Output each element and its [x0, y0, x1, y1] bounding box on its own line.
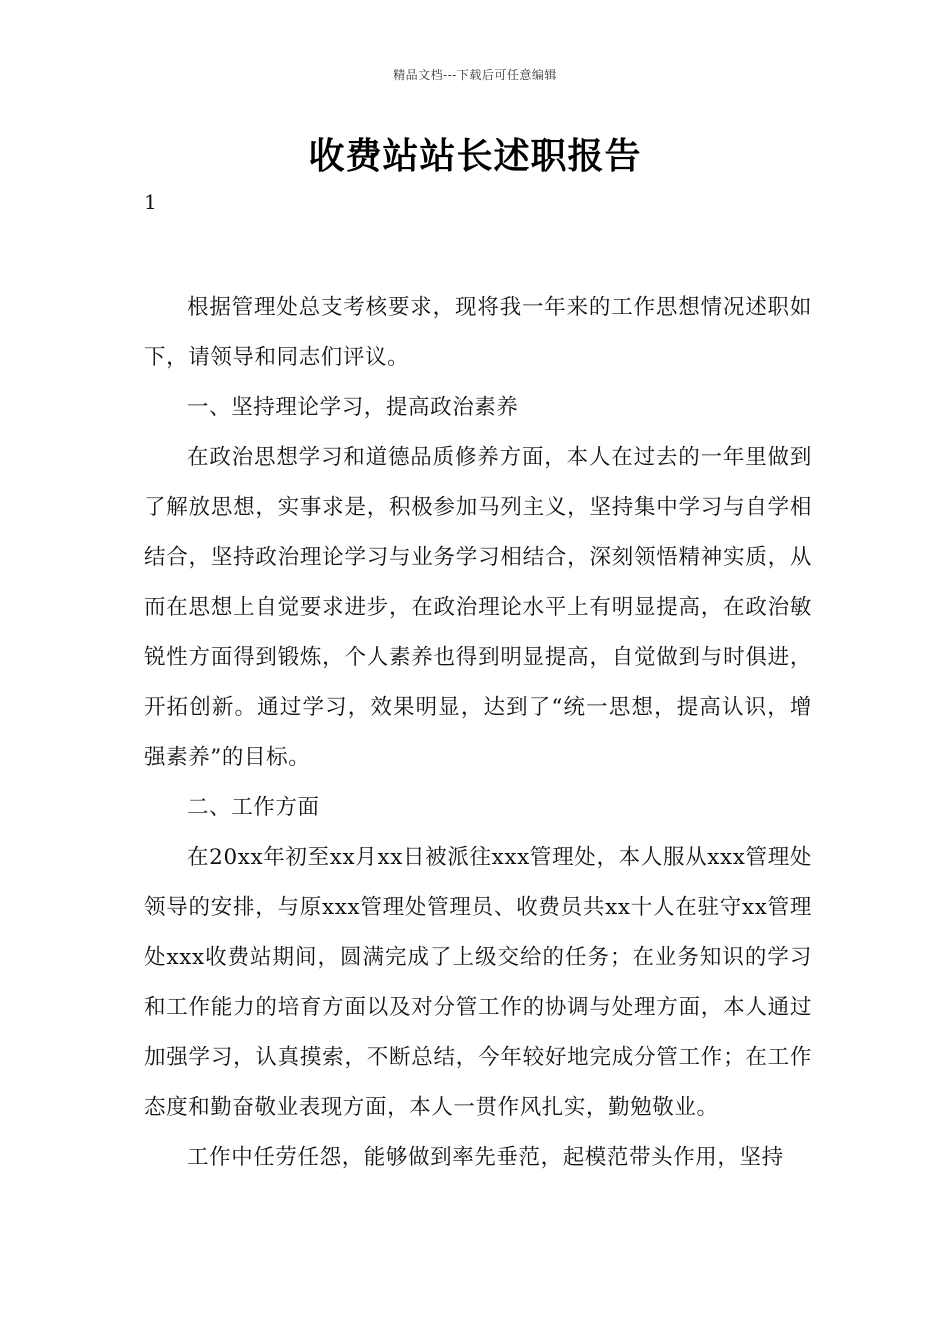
page-number: 1	[144, 190, 157, 214]
section-heading-1: 一、坚持理论学习，提高政治素养	[187, 395, 519, 420]
document-title: 收费站站长述职报告	[308, 135, 642, 177]
paragraph-intro: 根据管理处总支考核要求，现将我一年来的工作思想情况述职如下，请领导和同志们评议。	[144, 295, 812, 370]
document-body	[144, 283, 812, 1183]
paragraph-theory-study: 在政治思想学习和道德品质修养方面，本人在过去的一年里做到了解放思想，实事求是，积极参加马列主义，坚持集中学习与自学相结合，坚持政治理论学习与业务学习相结合，深刻领悟精神实质，从而在思想上自觉要求进步，在政治理论水平上有明显提高，在政治敏锐性方面得到锻炼，个人素养也得到明显提高，自觉做到与时俱进，开拓创新。通过学习，效果明显，达到了“统一思想，提高认识，增强素养”的目标。	[144, 445, 812, 770]
paragraph-work: 在20xx年初至xx月xx日被派往xxx管理处，本人服从xxx管理处领导的安排，与原xxx管理处管理员、收费员共xx十人在驻守xx管理处xxx收费站期间，圆满完成了上级交给的任务；在业务知识的学习和工作能力的培育方面以及对分管工作的协调与处理方面，本人通过加强学习，认真摸索，不断总结，今年较好地完成分管工作；在工作态度和勤奋敬业表现方面，本人一贯作风扎实，勤勉敬业。	[144, 845, 812, 1120]
header-note: 精品文档---下载后可任意编辑	[393, 68, 557, 82]
paragraph-work-continued: 工作中任劳任怨，能够做到率先垂范，起模范带头作用，坚持	[187, 1145, 784, 1170]
section-heading-2: 二、工作方面	[187, 795, 320, 820]
